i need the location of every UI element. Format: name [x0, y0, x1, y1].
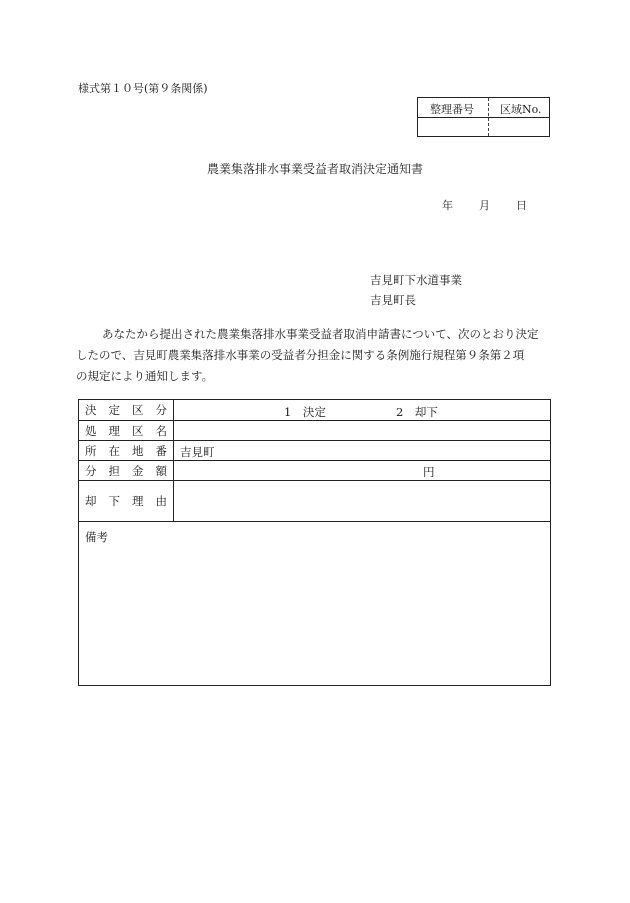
ref-box-dashed-divider: [488, 98, 489, 136]
rejection-reason-row: [79, 481, 550, 522]
location-value: [174, 441, 550, 460]
location-row: [79, 441, 550, 461]
district-name-row: [79, 421, 550, 441]
district-name-value: [174, 421, 550, 440]
reference-number-box: [417, 97, 550, 137]
rejection-reason-value: [174, 481, 550, 521]
decision-table: [78, 399, 551, 686]
location-town: 吉見町: [180, 445, 215, 459]
charge-amount-value: [174, 461, 550, 480]
date-month-label: 月: [479, 199, 490, 212]
document-title: 農業集落排水事業受益者取消決定通知書: [207, 162, 424, 176]
form-number-label: 様式第１０号(第９条関係): [78, 82, 208, 95]
issuer-organization: 吉見町下水道事業: [370, 273, 462, 287]
remarks-label: 備考: [85, 530, 108, 544]
option-reject: 2 却下: [396, 405, 438, 419]
notice-body: [76, 324, 558, 387]
charge-amount-header: 分 担 金 額: [79, 461, 174, 480]
location-header: 所 在 地 番: [79, 441, 174, 460]
date-day-label: 日: [516, 199, 527, 212]
date-line: [442, 197, 527, 213]
notice-body-line-1: あなたから提出された農業集落排水事業受益者取消申請書について、次のとおり決定: [102, 327, 539, 341]
option-approve: 1 決定: [284, 405, 326, 419]
decision-type-header: 決 定 区 分: [79, 400, 174, 420]
notice-body-line-3: の規定により通知します。: [76, 369, 214, 383]
ref-box-divider: [418, 117, 549, 118]
management-number-label: 整理番号: [430, 103, 474, 116]
decision-type-row: [79, 400, 550, 421]
charge-amount-row: [79, 461, 550, 481]
date-year-label: 年: [442, 199, 453, 212]
decision-type-value: [174, 400, 550, 420]
rejection-reason-header: 却 下 理 由: [79, 481, 174, 521]
issuer-mayor: 吉見町長: [370, 293, 416, 307]
district-name-header: 処 理 区 名: [79, 421, 174, 440]
area-number-label: 区域No.: [500, 103, 542, 116]
yen-unit: 円: [423, 465, 435, 479]
notice-body-line-2: したので、吉見町農業集落排水事業の受益者分担金に関する条例施行規程第９条第２項: [76, 348, 525, 362]
